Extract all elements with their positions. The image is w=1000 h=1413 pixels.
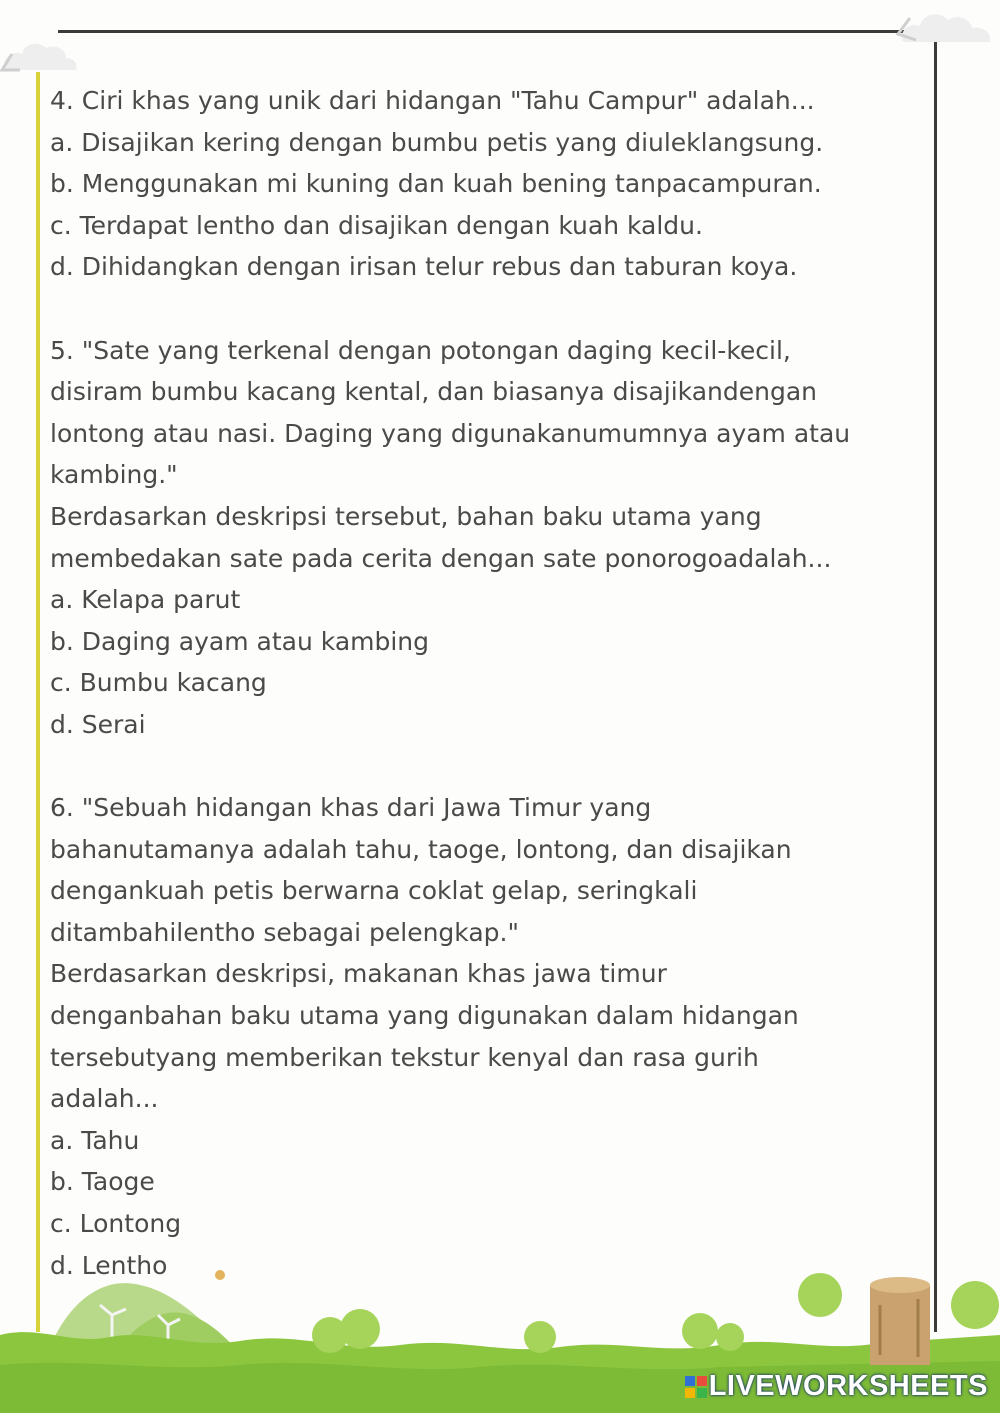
question-5-block [50, 330, 950, 746]
top-border-line [58, 30, 928, 33]
question-6-text-line: Berdasarkan deskripsi, makanan khas jawa timur [50, 959, 667, 989]
question-6-block [50, 787, 950, 1286]
question-5-text-line: kambing." [50, 460, 178, 490]
question-4-option-a: a. Disajikan kering dengan bumbu petis yang diuleklangsung. [50, 127, 824, 157]
question-6-option-b: b. Taoge [50, 1167, 155, 1197]
question-5-option-c: c. Bumbu kacang [50, 668, 267, 698]
question-5-option-a: a. Kelapa parut [50, 585, 241, 615]
liveworksheets-logo-icon [685, 1376, 707, 1398]
liveworksheets-logo [685, 1370, 988, 1403]
question-6-text-line: 6. "Sebuah hidangan khas dari Jawa Timur yang [50, 793, 652, 823]
question-6-option-d: d. Lentho [50, 1250, 168, 1280]
question-5-option-d: d. Serai [50, 709, 146, 739]
question-6-text-line: ditambahilentho sebagai pelengkap." [50, 917, 519, 947]
left-border-line [36, 72, 40, 1332]
question-6-option-a: a. Tahu [50, 1125, 140, 1155]
tree-stump-icon [870, 1277, 930, 1365]
question-6-text-line: dengankuah petis berwarna coklat gelap, seringkali [50, 876, 698, 906]
question-6-option-c: c. Lontong [50, 1209, 182, 1239]
flower-icon [215, 1270, 225, 1280]
question-6-text-line: adalah... [50, 1084, 159, 1114]
worksheet-content [50, 80, 950, 1286]
question-6-text-line: tersebutyang memberikan tekstur kenyal dan rasa gurih [50, 1042, 759, 1072]
question-5-text-line: 5. "Sate yang terkenal dengan potongan daging kecil-kecil, [50, 335, 791, 365]
question-4-stem: 4. Ciri khas yang unik dari hidangan "Tahu Campur" adalah... [50, 86, 815, 115]
question-4-option-d: d. Dihidangkan dengan irisan telur rebus dan taburan koya. [50, 252, 798, 282]
question-5-text-line: membedakan sate pada cerita dengan sate ponorogoadalah... [50, 543, 832, 573]
brand-name: LIVEWORKSHEETS [708, 1370, 988, 1402]
question-4-option-c: c. Terdapat lentho dan disajikan dengan kuah kaldu. [50, 210, 703, 240]
question-6-text-line: denganbahan baku utama yang digunakan dalam hidangan [50, 1001, 799, 1031]
cloud-right-icon [888, 0, 1000, 60]
question-4-block [50, 80, 950, 288]
question-5-text-line: lontong atau nasi. Daging yang digunakanumumnya ayam atau [50, 418, 851, 448]
question-6-text-line: bahanutamanya adalah tahu, taoge, lontong, dan disajikan [50, 834, 792, 864]
question-5-text-line: disiram bumbu kacang kental, dan biasanya disajikandengan [50, 377, 818, 407]
question-5-option-b: b. Daging ayam atau kambing [50, 626, 430, 656]
question-4-option-b: b. Menggunakan mi kuning dan kuah bening tanpacampuran. [50, 169, 822, 199]
question-5-text-line: Berdasarkan deskripsi tersebut, bahan baku utama yang [50, 501, 762, 531]
